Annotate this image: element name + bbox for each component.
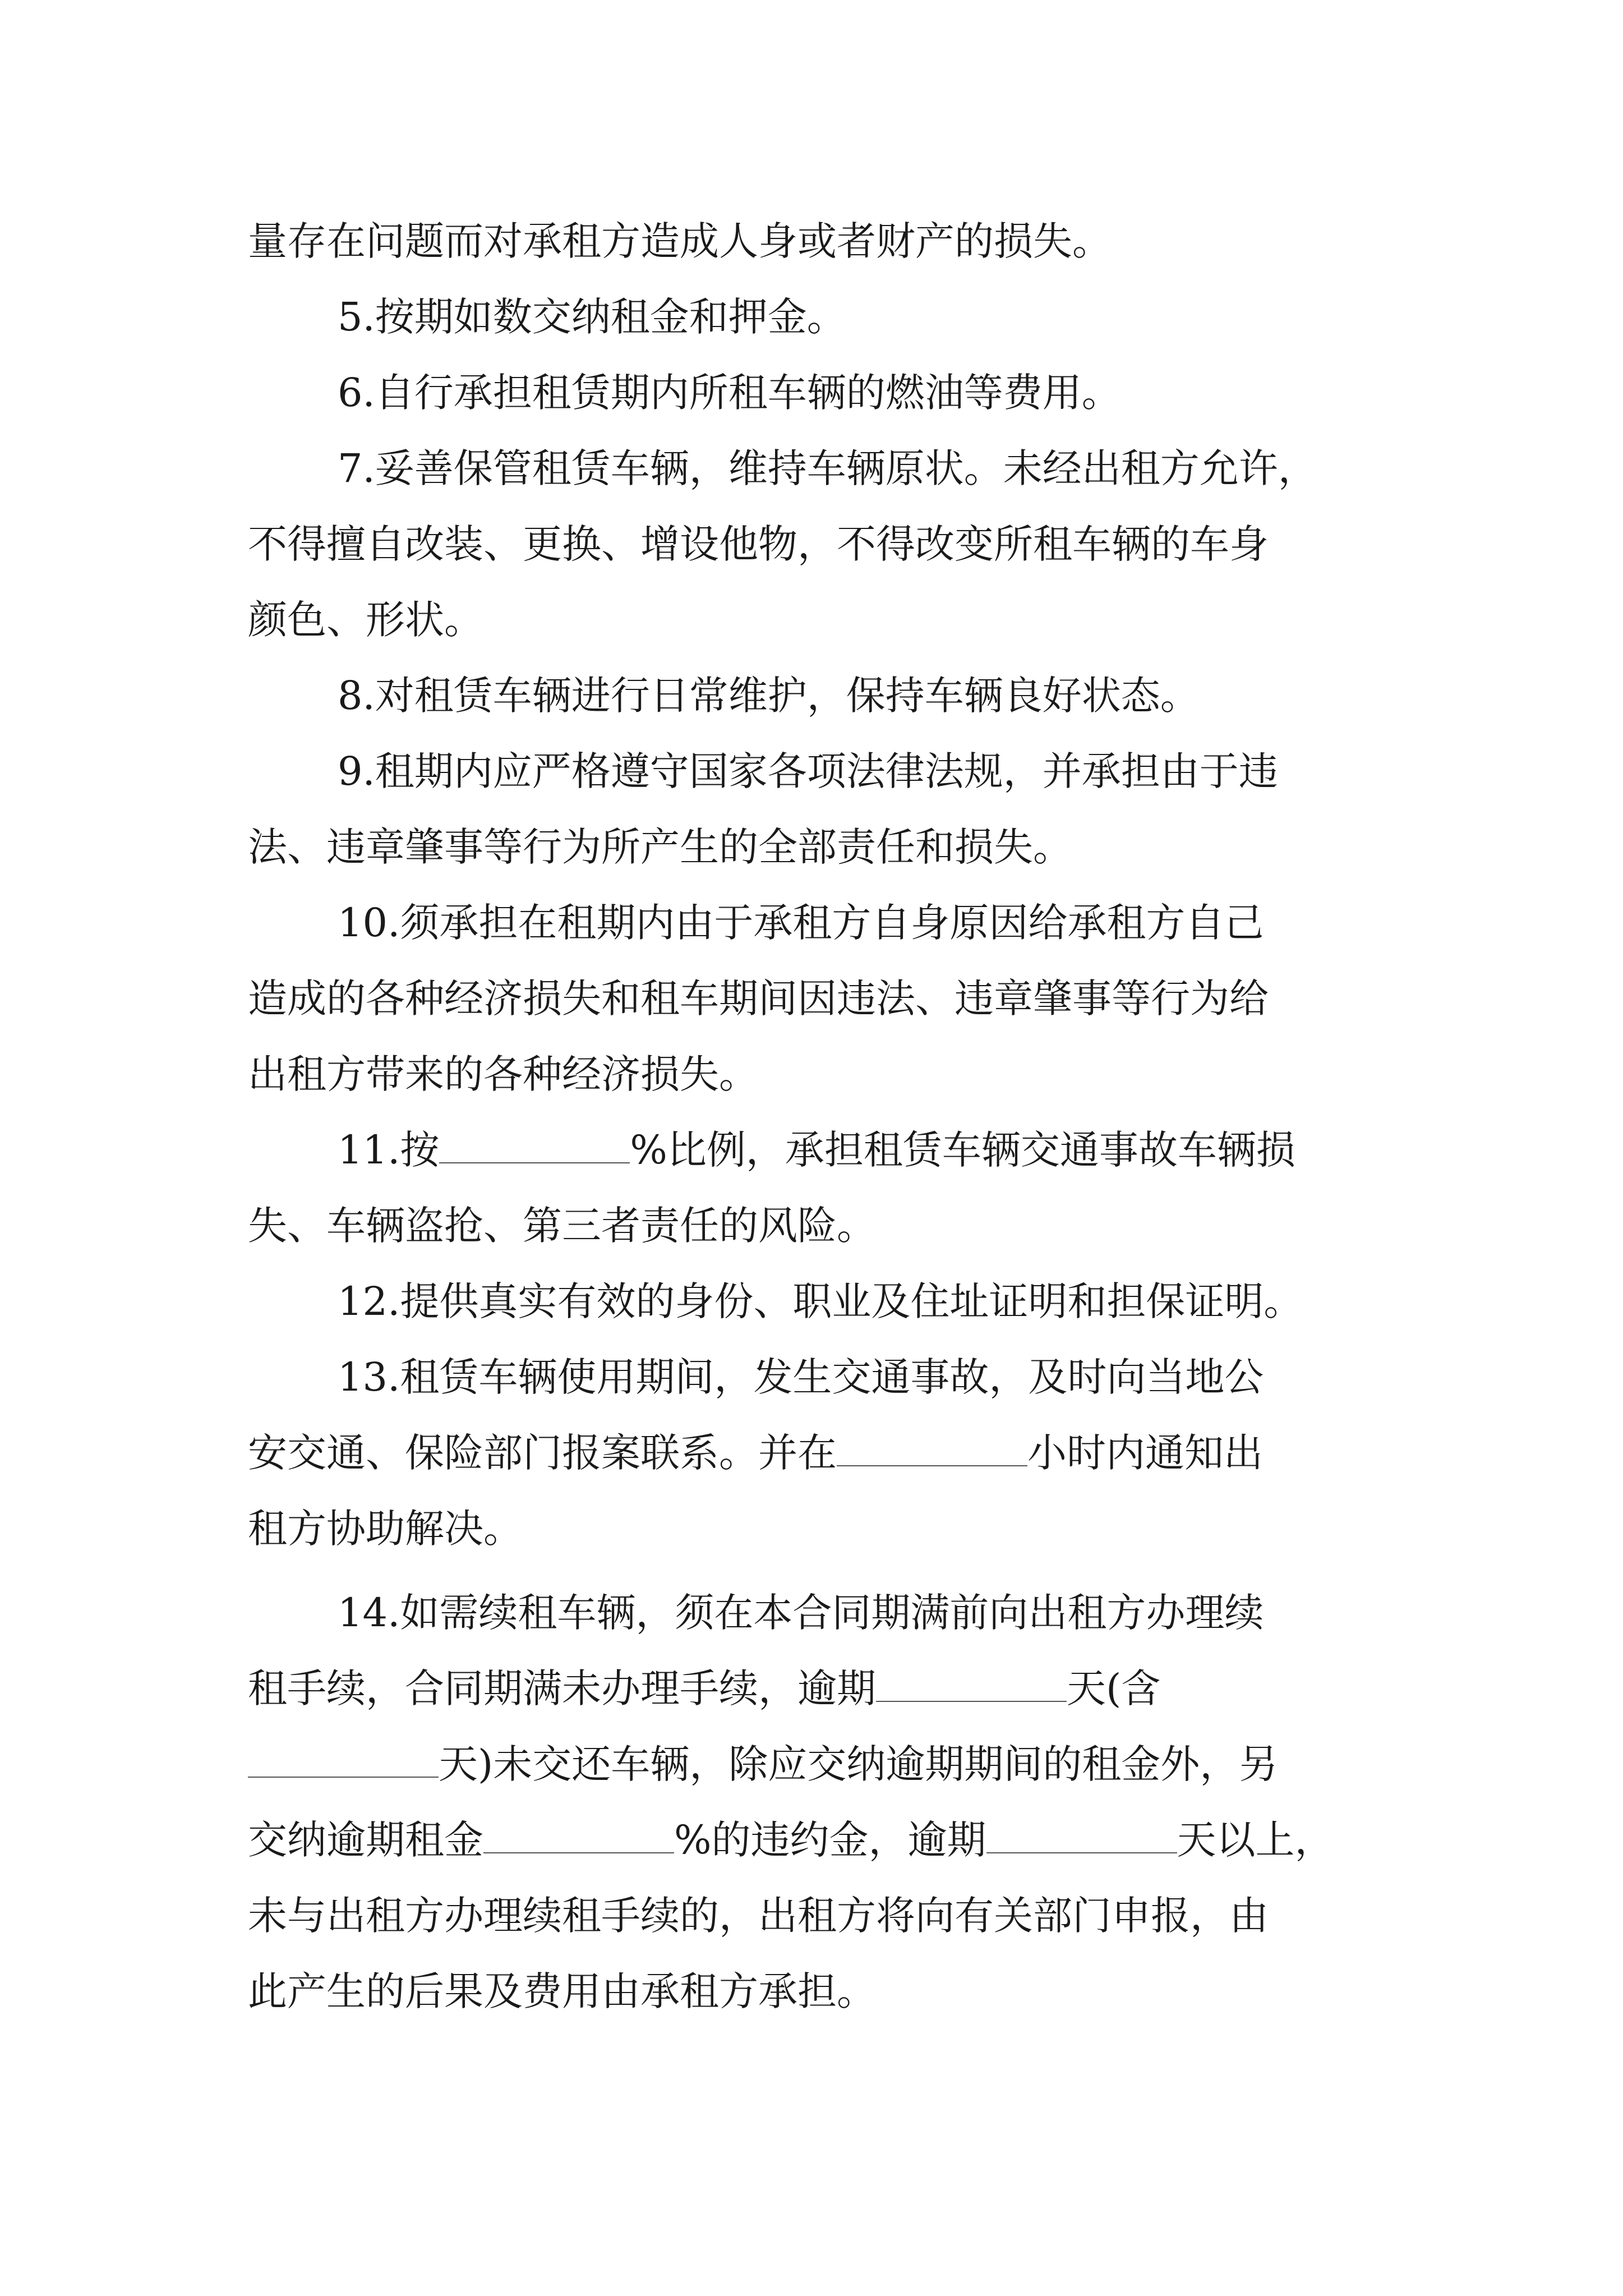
line-text: 量存在问题而对承租方造成人身或者财产的损失。: [248, 218, 1112, 264]
fill-in-blank[interactable]: [483, 1852, 674, 1853]
line-text: 13.租赁车辆使用期间，发生交通事故，及时向当地公: [338, 1354, 1264, 1400]
line-text: 11.按: [338, 1127, 440, 1173]
line-text: 6.自行承担租赁期内所租车辆的燃油等费用。: [338, 370, 1121, 416]
line-text: 小时内通知出: [1027, 1430, 1263, 1476]
clause-14: [338, 1579, 1392, 1646]
text-line: [248, 510, 1392, 578]
line-text: 天以上，: [1177, 1817, 1334, 1863]
line-text: 10.须承担在租期内由于承租方自身原因给承租方自己: [338, 900, 1264, 946]
text-line: [248, 813, 1392, 881]
clause-13: [338, 1343, 1392, 1411]
clause-11: [338, 1116, 1392, 1184]
line-text: 失、车辆盗抢、第三者责任的风险。: [248, 1203, 876, 1249]
line-text: 天)未交还车辆，除应交纳逾期期间的租金外，另: [439, 1741, 1279, 1787]
fill-in-blank[interactable]: [439, 1162, 630, 1163]
text-line: [248, 1655, 1392, 1722]
fill-in-blank[interactable]: [248, 1776, 439, 1778]
fill-in-blank[interactable]: [837, 1465, 1027, 1466]
line-text: 法、违章肇事等行为所产生的全部责任和损失。: [248, 824, 1072, 870]
text-line: [248, 1731, 1392, 1798]
line-text: 5.按期如数交纳租金和押金。: [338, 294, 846, 340]
text-line: [248, 1806, 1392, 1874]
line-text: 出租方带来的各种经济损失。: [248, 1051, 758, 1097]
line-text: 安交通、保险部门报案联系。并在: [248, 1430, 837, 1476]
line-text: 颜色、形状。: [248, 597, 483, 643]
clause-5: [338, 283, 1392, 351]
fill-in-blank[interactable]: [986, 1852, 1177, 1853]
line-text: 租手续，合同期满未办理手续，逾期: [248, 1665, 876, 1711]
clause-7: [338, 435, 1392, 502]
clause-10: [338, 889, 1392, 956]
line-text: 交纳逾期租金: [248, 1817, 483, 1863]
text-line: [248, 1882, 1392, 1949]
text-line: [248, 1419, 1392, 1487]
text-line: [248, 1192, 1392, 1259]
text-line: [248, 208, 1392, 275]
line-text: 9.租期内应严格遵守国家各项法律法规，并承担由于违: [338, 748, 1278, 794]
line-text: %比例，承担租赁车辆交通事故车辆损: [630, 1127, 1295, 1173]
text-line: [248, 1041, 1392, 1108]
line-text: 7.妥善保管租赁车辆，维持车辆原状。未经出租方允许，: [338, 445, 1317, 491]
clause-6: [338, 359, 1392, 426]
line-text: 未与出租方办理续租手续的，出租方将向有关部门申报，由: [248, 1893, 1269, 1939]
line-text: 不得擅自改装、更换、增设他物，不得改变所租车辆的车身: [248, 521, 1269, 567]
text-line: [248, 1958, 1392, 2025]
line-text: 天(含: [1067, 1665, 1161, 1711]
line-text: 租方协助解决。: [248, 1506, 523, 1552]
text-line: [248, 1495, 1392, 1562]
text-line: [248, 586, 1392, 654]
clause-9: [338, 738, 1392, 805]
line-text: %的违约金，逾期: [674, 1817, 986, 1863]
line-text: 8.对租赁车辆进行日常维护，保持车辆良好状态。: [338, 673, 1200, 719]
fill-in-blank[interactable]: [876, 1700, 1067, 1702]
line-text: 12.提供真实有效的身份、职业及住址证明和担保证明。: [338, 1278, 1303, 1324]
line-text: 造成的各种经济损失和租车期间因违法、违章肇事等行为给: [248, 976, 1269, 1022]
clause-8: [338, 662, 1392, 729]
text-line: [248, 965, 1392, 1032]
clause-12: [338, 1268, 1459, 1335]
line-text: 此产生的后果及费用由承租方承担。: [248, 1968, 876, 2014]
line-text: 14.如需续租车辆，须在本合同期满前向出租方办理续: [338, 1590, 1264, 1636]
